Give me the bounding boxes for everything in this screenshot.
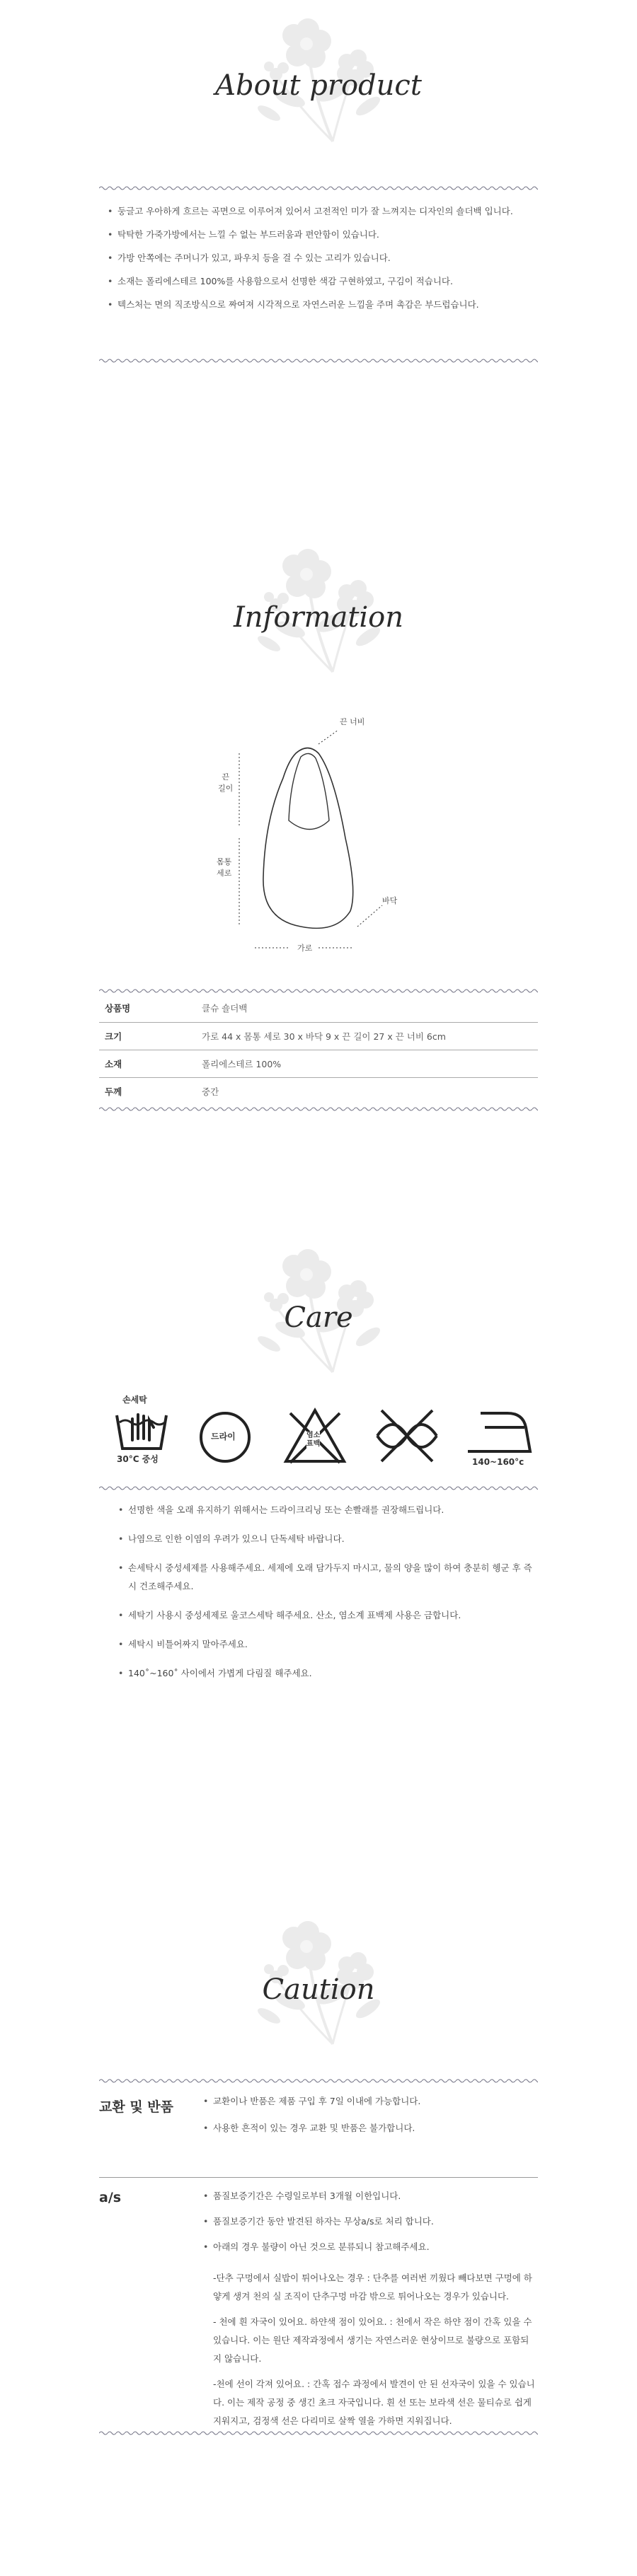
exchange-heading: 교환 및 반품 [99,2099,173,2115]
handwash-icon: 손세탁 30°C 중성 [110,1393,173,1464]
no-wring-icon [372,1406,442,1466]
wave-divider [99,185,538,191]
information-title: Information [233,601,404,634]
as-note-1: -단추 구멍에서 실밥이 튀어나오는 경우 : 단추를 여러번 끼웠다 빼다보면 구멍에 하얗게 생겨 천의 실 조직이 단추구멍 마감 밖으로 튀어나오는 경우가 있습니다. [213,2273,532,2302]
as-heading: a/s [99,2190,122,2205]
label-handle-length: 끈 길이 [218,772,234,793]
list-item: • 품질보증기간은 수령일로부터 3개월 이한입니다. [202,2187,538,2205]
caution-section [0,1896,637,2576]
list-item: • 선명한 색을 오래 유지하기 위해서는 드라이크리닝 또는 손빨래를 권장해드립니다. [117,1501,534,1519]
about-section [0,0,637,396]
wave-divider [99,2430,538,2436]
table-row: 크기 가로 44 x 몸통 세로 30 x 바닥 9 x 끈 길이 27 x 끈 너비 6cm [99,1022,538,1050]
caution-title: Caution [262,1973,375,2006]
label-handle-width: 끈 너비 [340,717,365,726]
no-bleach-icon: 염소 표백 [283,1406,347,1466]
dry-clean-icon: 드라이 [197,1409,253,1466]
care-title: Care [284,1301,353,1334]
as-note-3: -천에 선이 각져 있어요. : 간혹 접수 과정에서 발견이 안 된 선자국이 있을 수 있습니다. 이는 제작 공정 중 생긴 초크 자국입니다. 흰 선 또는 보라색 선은 물티슈로 쉽게 지워지고, 검정색 선은 다리미로 살짝 열을 가하면 지워집니다. [213,2379,535,2426]
list-item: • 가방 안쪽에는 주머니가 있고, 파우치 등을 걸 수 있는 고리가 있습니다. [106,249,531,267]
list-item: • 세탁시 비틀어짜지 말아주세요. [117,1635,534,1654]
about-list [106,202,531,319]
list-item: • 손세탁시 중성세제를 사용해주세요. 세제에 오래 담가두지 마시고, 물의 양을 많이 하여 충분히 헹군 후 즉시 건조해주세요. [117,1559,534,1596]
list-item: • 품질보증기간 동안 발견된 하자는 무상a/s로 처리 합니다. [202,2212,538,2231]
wave-divider [99,988,538,994]
list-item: • 소재는 폴리에스테르 100%를 사용함으로서 선명한 색감 구현하였고, 구김이 적습니다. [106,272,531,291]
care-section [0,1224,637,1761]
list-item: • 교환이나 반품은 제품 구입 후 7일 이내에 가능합니다. [202,2092,538,2111]
iron-icon: 140~160°c [464,1406,534,1470]
label-depth: 바닥 [382,896,398,905]
label-body-height: 몸통 세로 [217,857,232,878]
as-block [99,2187,538,2491]
list-item: • 아래의 경우 불량이 아닌 것으로 분류되니 참고해주세요. [202,2238,538,2256]
list-item: • 탁탁한 가죽가방에서는 느낄 수 없는 부드러움과 편안함이 있습니다. [106,226,531,244]
spec-table [99,994,538,1105]
list-item: • 나염으로 인한 이염의 우려가 있으니 단독세탁 바랍니다. [117,1530,534,1548]
wave-divider [99,2078,538,2084]
wave-divider [99,358,538,364]
table-row: 상품명 클슈 숄더백 [105,1003,248,1014]
as-list [202,2187,538,2256]
wave-divider [99,1485,538,1491]
bag-size-diagram [212,714,425,955]
label-width: 가로 [297,944,313,953]
exchange-return-block [99,2092,538,2177]
table-row: 소재 폴리에스테르 100% [99,1050,538,1077]
list-item: • 둥글고 우아하게 흐르는 곡면으로 이루어져 있어서 고전적인 미가 잘 느껴지는 디자인의 숄더백 입니다. [106,202,531,221]
as-note-2: - 천에 흰 자국이 있어요. 하얀색 점이 있어요. : 천에서 작은 하얀 점이 간혹 있을 수 있습니다. 이는 원단 제작과정에서 생기는 자연스러운 현상이므로 불량으로 포함되지 않습니다. [213,2316,532,2364]
care-list [117,1501,534,1693]
list-item: • 사용한 흔적이 있는 경우 교환 및 반품은 불가합니다. [202,2119,538,2137]
list-item: • 140˚~160˚ 사이에서 가볍게 다림질 해주세요. [117,1664,534,1683]
list-item: • 세탁기 사용시 중성세제로 울코스세탁 해주세요. 산소, 염소계 표백제 사용은 금합니다. [117,1606,534,1625]
table-row: 두께 중간 [99,1077,538,1105]
bag-outline [212,714,425,955]
exchange-list [202,2092,538,2142]
wave-divider [99,1106,538,1112]
about-title: About product [215,69,422,102]
row-divider [99,2177,538,2178]
information-section [0,523,637,1132]
list-item: • 텍스처는 면의 직조방식으로 짜여져 시각적으로 자연스러운 느낌을 주며 촉감은 부드럽습니다. [106,296,531,314]
